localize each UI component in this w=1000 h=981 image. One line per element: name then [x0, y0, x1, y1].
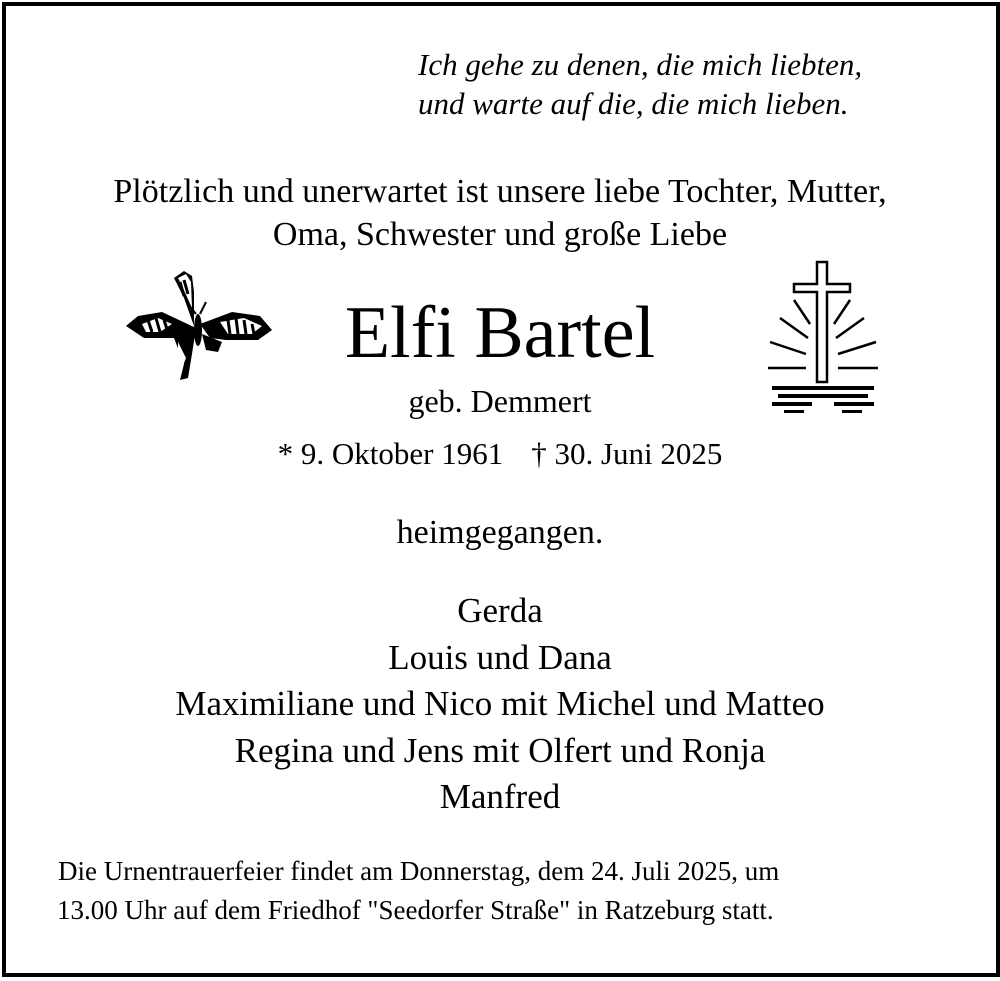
life-dates	[0, 434, 1000, 474]
mourner-line: Manfred	[439, 777, 561, 816]
birth-date: * 9. Oktober 1961	[277, 436, 504, 471]
mourner-line: Regina und Jens mit Olfert und Ronja	[234, 731, 766, 770]
death-date: † 30. Juni 2025	[531, 436, 723, 471]
mourner-line: Maximiliane und Nico mit Michel und Matteo	[175, 684, 825, 723]
intro-line-2: Oma, Schwester und große Liebe	[272, 216, 728, 253]
notice-border	[2, 2, 1000, 977]
passed-text: heimgegangen.	[396, 514, 604, 551]
ceremony-line-2: 13.00 Uhr auf dem Friedhof "Seedorfer Straße" in Ratzeburg statt.	[57, 895, 774, 925]
ceremony-line-1: Die Urnentrauerfeier findet am Donnerstag, dem 24. Juli 2025, um	[58, 856, 780, 886]
intro-line-1: Plötzlich und unerwartet ist unsere liebe Tochter, Mutter,	[113, 173, 887, 210]
deceased-name: Elfi Bartel	[344, 292, 656, 374]
quote-line-2: und warte auf die, die mich lieben.	[418, 86, 849, 121]
mourner-line: Louis und Dana	[388, 638, 612, 677]
quote-line-1: Ich gehe zu denen, die mich liebten,	[418, 47, 863, 82]
birth-name: geb. Demmert	[408, 383, 592, 419]
mourner-line: Gerda	[457, 591, 543, 630]
